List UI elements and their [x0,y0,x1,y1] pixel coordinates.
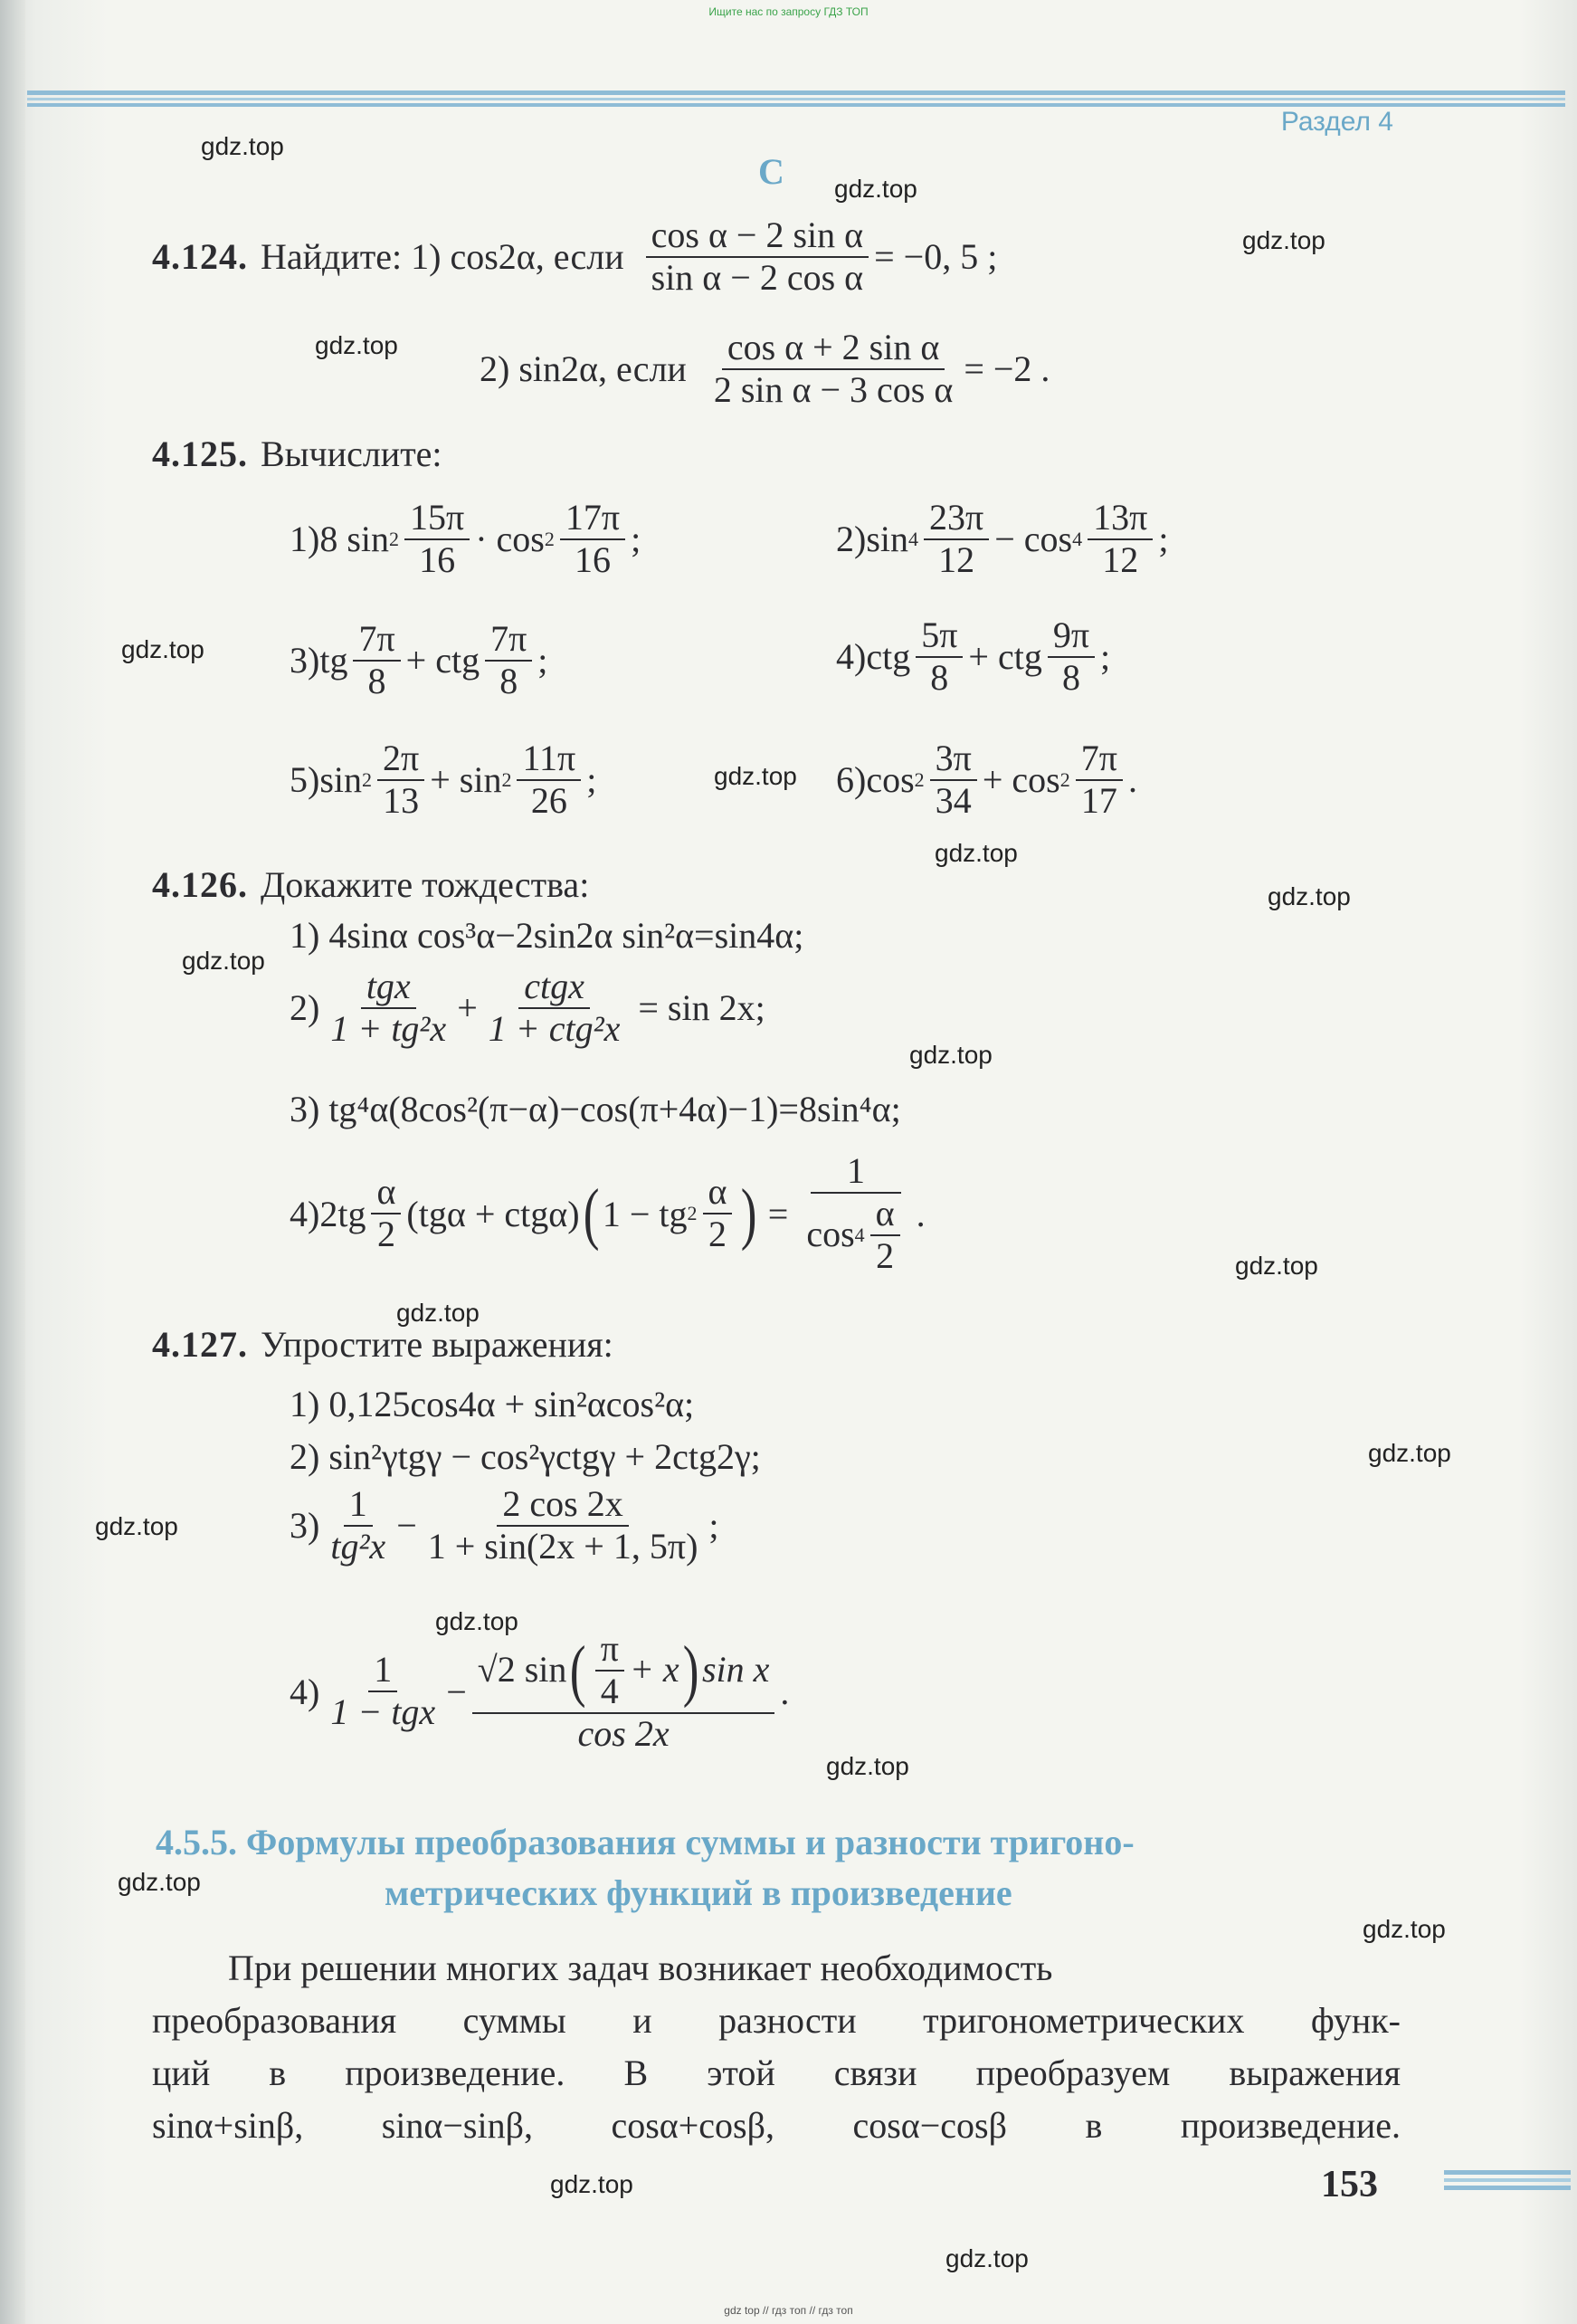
fraction-numerator: π [595,1629,624,1672]
footer-decorative-bars [1444,2168,1571,2195]
equation-rhs: = −2 . [964,348,1050,390]
fraction-numerator: cos α + 2 sin α [722,328,945,370]
fraction-numerator: 11π [517,738,581,781]
fraction-denominator: 1 + sin(2x + 1, 5π) [427,1525,698,1567]
fraction-denominator: sin α − 2 cos α [651,256,864,298]
watermark: gdz.top [550,2170,633,2198]
fraction-numerator: cos α − 2 sin α [646,215,869,258]
expr-part: + [457,987,478,1029]
watermark: gdz.top [315,331,398,359]
expr-part: + x [629,1649,679,1691]
fraction-numerator: 9π [1048,615,1095,658]
fraction-numerator: 2π [377,738,424,781]
expr-part: (tgα + ctgα) [406,1193,580,1234]
expr-part: ; [537,640,548,681]
expr-part: . [780,1671,790,1712]
expr-part: tg [319,640,348,681]
fraction-denominator: cos 2x [577,1712,670,1754]
item-label: 4) [836,636,867,678]
fraction-numerator: α [371,1172,401,1214]
expr-part: = [767,1193,789,1234]
problem-text: Докажите тождества: [261,864,590,905]
fraction-denominator: 12 [1102,538,1139,580]
top-note: Ищите нас по запросу ГДЗ ТОП [708,5,869,18]
fraction-denominator: 1 − tgx [330,1691,436,1733]
problem-text: Найдите: 1) cos2α, если [261,236,624,278]
expr-part: . [1127,759,1137,801]
watermark: gdz.top [834,175,917,203]
fraction-denominator: 8 [367,660,386,701]
watermark: gdz.top [182,947,265,975]
problem-4-127-title [152,1323,613,1366]
fraction-numerator: 7π [485,619,532,662]
fraction [646,215,869,299]
expr-part: sin [866,519,909,560]
fraction-numerator: 1 [811,1151,901,1194]
fraction-numerator: 15π [404,498,470,540]
fraction-numerator: 7π [353,619,400,662]
item-label: 3) [290,640,320,681]
item-label: 4) [290,1671,320,1712]
fraction-numerator: 1 [368,1650,397,1692]
watermark: gdz.top [118,1868,201,1896]
problem-text: Вычислите: [261,433,442,474]
paragraph-line: преобразования суммы и разности тригонометрических функ- [152,2000,1401,2041]
page-number: 153 [1321,2164,1378,2205]
expr-part: ctg [866,636,911,678]
fraction-denominator: 17 [1080,779,1117,821]
fraction-denominator: tg²x [330,1525,386,1567]
expr-part: √2 sin [477,1649,567,1691]
page-spine-shadow [0,0,25,2324]
expr-part: + sin [430,759,502,801]
problem-4-126-title [152,863,589,906]
expr-part: ; [631,519,641,560]
fraction-numerator: α [870,1194,900,1236]
fraction: √2 sin ( $\frac{\pi}{4}$ + x ) sin x cos 2x [472,1629,775,1754]
expr-part: . [916,1193,926,1234]
expr-part: ; [586,759,597,801]
expr-part: + ctg [968,636,1042,678]
fraction-numerator: 3π [930,738,977,781]
bottom-note: gdz top // гдз топ // гдз топ [724,2304,853,2317]
fraction-numerator: α [703,1172,733,1214]
problem-4-127-item-4 [290,1629,789,1754]
expr-part: 2tg [319,1193,366,1234]
watermark: gdz.top [201,132,284,160]
fraction-numerator: 23π [924,498,989,540]
item-label: 1) [290,519,320,560]
expr-part: − [446,1671,467,1712]
problem-4-125-item-4 [836,615,1110,699]
fraction-denominator: 16 [574,538,611,580]
expr-part: cos [866,759,915,801]
watermark: gdz.top [909,1041,993,1069]
problem-text: 2) sin2α, если [480,348,687,390]
item-label: 2) [290,987,320,1029]
body-paragraph [152,1942,1401,2152]
fraction-denominator: 1 + ctg²x [488,1007,621,1049]
watermark: gdz.top [435,1607,518,1635]
fraction-numerator: 7π [1076,738,1123,781]
watermark: gdz.top [1242,226,1325,254]
watermark: gdz.top [95,1512,178,1540]
expr-part: ; [1100,636,1111,678]
fraction-denominator: cos [806,1214,855,1255]
fraction-numerator: 1 [344,1484,373,1527]
fraction-denominator: 4 [600,1670,619,1711]
fraction-denominator: 2 [376,1214,395,1255]
problem-4-127-item-3 [290,1484,719,1567]
problem-4-127-item-2: 2) sin²γtgγ − cos²γctgγ + 2ctg2γ; [290,1436,761,1477]
problem-4-125-item-1: 1) 8 sin 2 $\frac{15\pi}{16}$ · cos 2 $\frac{17\pi}{16}$ ; [290,497,641,580]
watermark: gdz.top [714,762,797,790]
problem-4-125-item-2: 2) sin 4 $\frac{23\pi}{12}$ − cos 4 $\frac{13\pi}{12}$ ; [836,497,1169,580]
watermark: gdz.top [945,2244,1029,2272]
fraction-denominator: 16 [419,538,456,580]
fraction-numerator: 5π [916,615,963,658]
problem-number: 4.125. [152,433,248,474]
problem-4-126-item-4: 4) 2tg $\frac{\alpha}{2}$ (tgα + ctgα) ( 1 − tg 2 $\frac{\alpha}{2}$ ) = 1 cos 4 $\frac{\alpha}{2}$ . [290,1150,926,1276]
watermark: gdz.top [1363,1915,1446,1943]
paragraph-line: При решении многих задач возникает необходимость [228,1948,1053,1988]
watermark: gdz.top [121,635,204,663]
fraction-denominator: 8 [1061,656,1080,698]
difficulty-level-mark: С [758,151,784,192]
expr-part: 1 − tg [602,1193,688,1234]
expr-part: · cos [475,519,545,560]
problem-number: 4.126. [152,864,248,905]
watermark: gdz.top [826,1752,909,1780]
problem-4-127-item-1: 1) 0,125cos4α + sin²αcos²α; [290,1384,695,1424]
problem-4-125-item-5: 5) sin 2 $\frac{2\pi}{13}$ + sin 2 $\frac{11\pi}{26}$ ; [290,738,597,821]
watermark: gdz.top [1368,1439,1451,1467]
fraction-numerator: 17π [560,498,625,540]
fraction-denominator: 12 [938,538,975,580]
item-label: 3) [290,1505,320,1547]
problem-text: Упростите выражения: [261,1324,613,1365]
expr-part: + ctg [405,640,480,681]
problem-4-126-item-3: 3) tg⁴α(8cos²(π−α)−cos(π+4α)−1)=8sin⁴α; [290,1089,901,1129]
expr-part: − [396,1505,417,1547]
fraction-denominator: 8 [930,656,949,698]
expr-part: ; [708,1505,719,1547]
problem-4-125-item-6: 6) cos 2 $\frac{3\pi}{34}$ + cos 2 $\frac{7\pi}{17}$ . [836,738,1137,821]
fraction-denominator: 34 [935,779,972,821]
item-label: 4) [290,1193,320,1234]
subsection-heading-line2: метрических функций в произведение [385,1872,1012,1913]
problem-4-125-title [152,433,442,475]
expr-part: + cos [982,759,1060,801]
fraction [708,328,958,411]
problem-number: 4.124. [152,236,248,278]
fraction-numerator: tgx [361,967,416,1009]
fraction-denominator: 13 [383,779,420,821]
fraction-denominator: 2 [876,1234,895,1276]
problem-4-126-item-1: 1) 4sinα cos³α−2sin2α sin²α=sin4α; [290,915,804,956]
watermark: gdz.top [935,839,1018,867]
equation-rhs: = sin 2x; [638,987,765,1029]
fraction: 1 cos 4 $\frac{\alpha}{2}$ [801,1151,910,1276]
item-label: 6) [836,759,867,801]
paragraph-line: sinα+sinβ, sinα−sinβ, cosα+cosβ, cosα−cosβ в произведение. [152,2105,1401,2146]
section-header: Раздел 4 [1280,107,1393,137]
problem-4-125-item-3 [290,619,547,702]
item-label: 2) [836,519,867,560]
expr-part: − cos [994,519,1073,560]
fraction-denominator: 8 [499,660,518,701]
fraction-numerator: 2 cos 2x [497,1484,628,1527]
fraction-numerator: ctgx [518,967,590,1009]
problem-4-126-item-2 [290,967,765,1050]
expr-part: sin [319,759,363,801]
fraction-denominator: 26 [530,779,567,821]
equation-rhs: = −0, 5 ; [874,236,998,278]
watermark: gdz.top [1268,882,1351,910]
problem-4-124-line1 [152,215,997,299]
watermark: gdz.top [1235,1252,1318,1280]
subsection-heading-line1: 4.5.5. Формулы преобразования суммы и разности тригоно- [156,1822,1135,1862]
problem-number: 4.127. [152,1324,248,1365]
fraction-denominator: 2 sin α − 3 cos α [713,368,954,410]
expr-part: sin x [701,1649,770,1691]
problem-4-124-line2 [480,328,1050,411]
fraction-numerator: 13π [1088,498,1153,540]
fraction-denominator: 2 [708,1214,727,1255]
fraction-denominator: 1 + tg²x [330,1007,447,1049]
watermark: gdz.top [396,1299,480,1327]
expr-part: ; [1158,519,1169,560]
paragraph-line: ций в произведение. В этой связи преобразуем выражения [152,2053,1401,2093]
item-label: 5) [290,759,320,801]
expr-part: 8 sin [319,519,390,560]
